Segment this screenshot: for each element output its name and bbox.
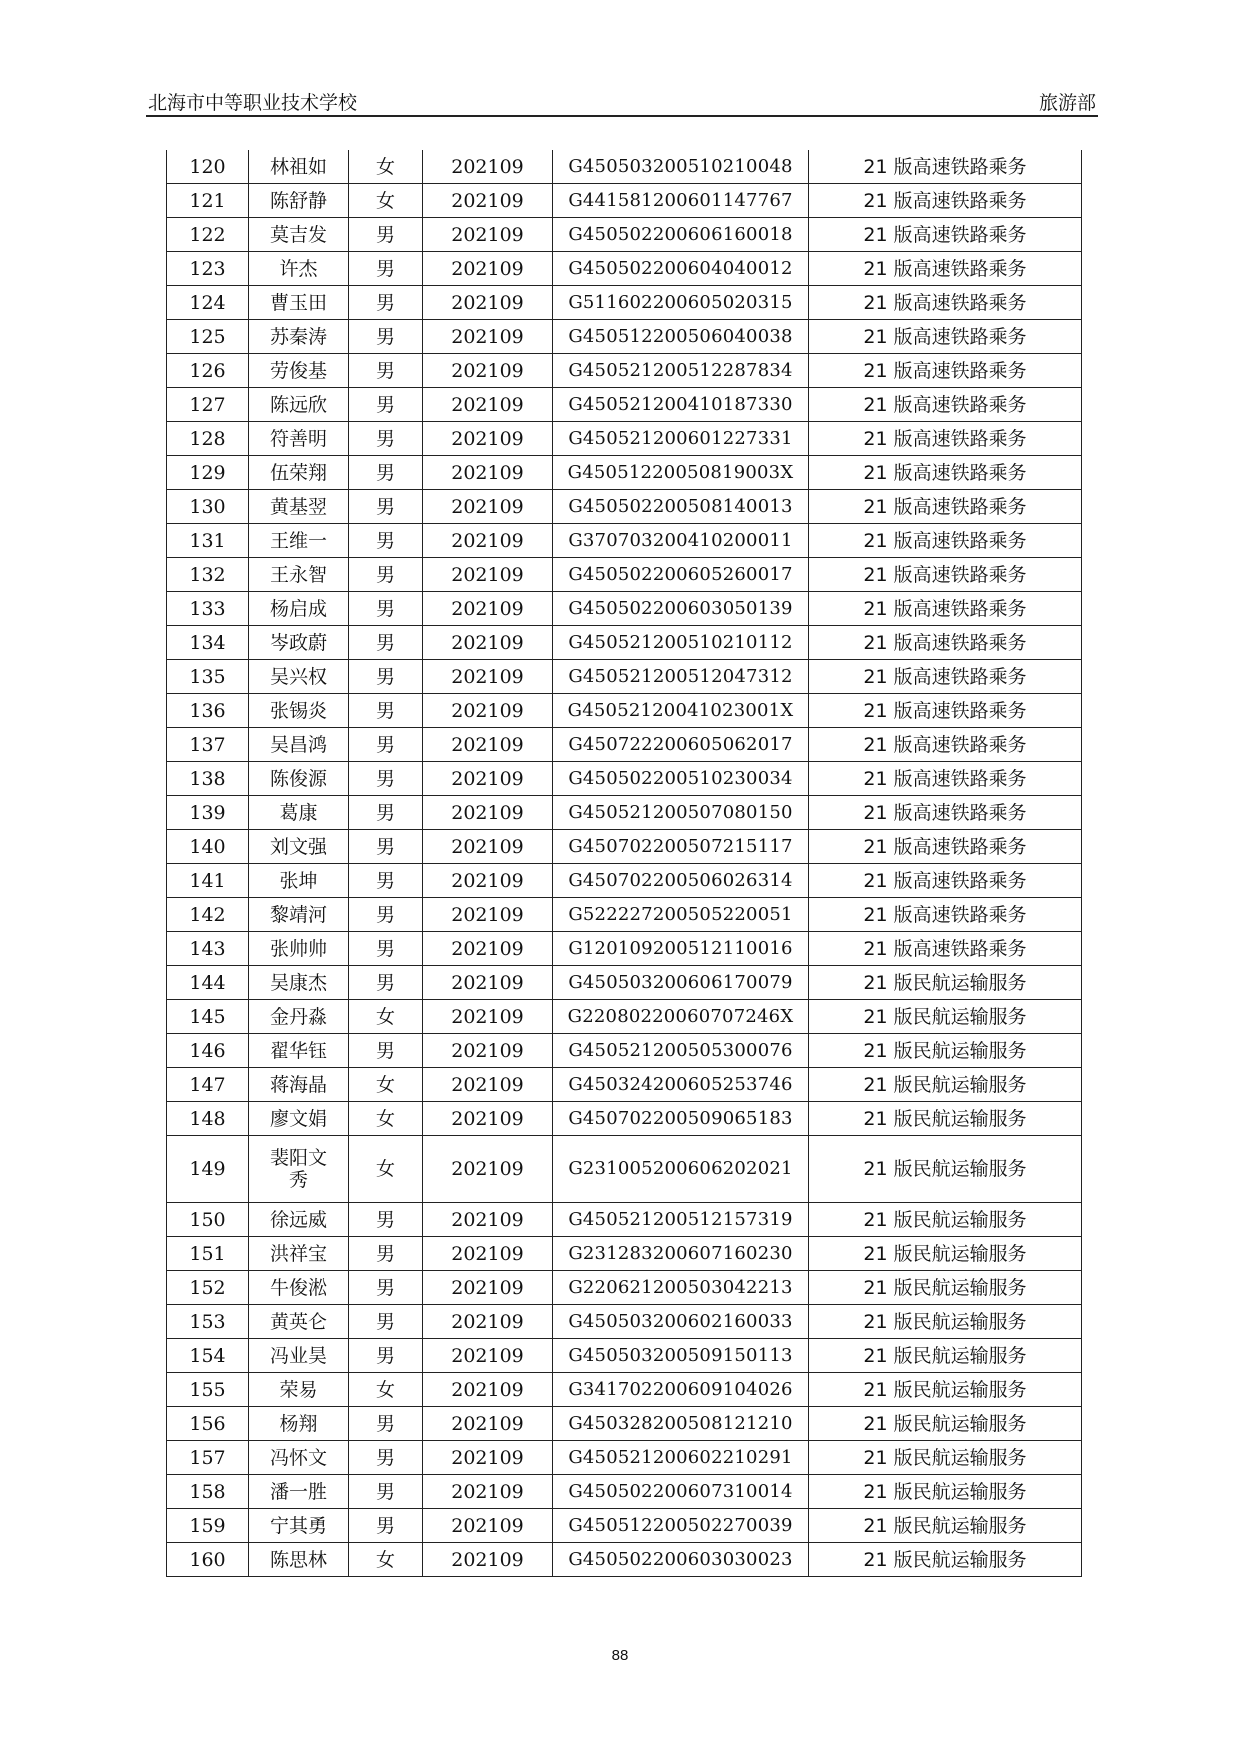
enrollment-year-cell: 202109: [423, 898, 553, 932]
student-table-body: [167, 150, 1082, 1577]
major-cell: 21 版民航运输服务: [809, 1543, 1082, 1577]
gender-cell: 男: [349, 1509, 423, 1543]
row-number-cell: 155: [167, 1373, 249, 1407]
student-name-cell: 曹玉田: [249, 286, 349, 320]
student-name-cell: 潘一胜: [249, 1475, 349, 1509]
major-cell: 21 版民航运输服务: [809, 1475, 1082, 1509]
student-name-cell: 苏秦涛: [249, 320, 349, 354]
student-id-cell: G450502200605260017: [553, 558, 809, 592]
student-id-cell: G450521200512047312: [553, 660, 809, 694]
major-cell: 21 版高速铁路乘务: [809, 694, 1082, 728]
major-cell: 21 版民航运输服务: [809, 1068, 1082, 1102]
student-name-cell: 洪祥宝: [249, 1237, 349, 1271]
student-name-cell: 莫吉发: [249, 218, 349, 252]
table-row: [167, 1339, 1082, 1373]
major-cell: 21 版民航运输服务: [809, 1339, 1082, 1373]
student-id-cell: G450521200510210112: [553, 626, 809, 660]
row-number-cell: 145: [167, 1000, 249, 1034]
student-id-cell: G45051220050819003X: [553, 456, 809, 490]
table-row: [167, 1068, 1082, 1102]
enrollment-year-cell: 202109: [423, 1373, 553, 1407]
gender-cell: 女: [349, 1136, 423, 1203]
gender-cell: 男: [349, 728, 423, 762]
major-cell: 21 版民航运输服务: [809, 1509, 1082, 1543]
student-id-cell: G45052120041023001X: [553, 694, 809, 728]
gender-cell: 男: [349, 252, 423, 286]
major-cell: 21 版高速铁路乘务: [809, 286, 1082, 320]
row-number-cell: 137: [167, 728, 249, 762]
student-name-cell: 葛康: [249, 796, 349, 830]
student-name-cell: 陈远欣: [249, 388, 349, 422]
student-id-cell: G450502200607310014: [553, 1475, 809, 1509]
gender-cell: 男: [349, 286, 423, 320]
table-row: [167, 966, 1082, 1000]
gender-cell: 男: [349, 1339, 423, 1373]
student-id-cell: G450702200506026314: [553, 864, 809, 898]
student-id-cell: G450502200603030023: [553, 1543, 809, 1577]
enrollment-year-cell: 202109: [423, 1102, 553, 1136]
table-row: [167, 1475, 1082, 1509]
enrollment-year-cell: 202109: [423, 1034, 553, 1068]
student-id-cell: G450702200507215117: [553, 830, 809, 864]
major-cell: 21 版高速铁路乘务: [809, 388, 1082, 422]
student-name-cell: 许杰: [249, 252, 349, 286]
row-number-cell: 142: [167, 898, 249, 932]
enrollment-year-cell: 202109: [423, 1136, 553, 1203]
enrollment-year-cell: 202109: [423, 1068, 553, 1102]
student-name-cell: 杨翔: [249, 1407, 349, 1441]
table-row: [167, 762, 1082, 796]
enrollment-year-cell: 202109: [423, 150, 553, 184]
row-number-cell: 135: [167, 660, 249, 694]
student-id-cell: G441581200601147767: [553, 184, 809, 218]
student-id-cell: G450502200508140013: [553, 490, 809, 524]
row-number-cell: 157: [167, 1441, 249, 1475]
student-name-cell: 黄基翌: [249, 490, 349, 524]
row-number-cell: 124: [167, 286, 249, 320]
row-number-cell: 127: [167, 388, 249, 422]
header-divider: [146, 115, 1098, 117]
gender-cell: 男: [349, 932, 423, 966]
gender-cell: 男: [349, 966, 423, 1000]
table-row: [167, 592, 1082, 626]
student-name-line: 裴阳文: [269, 1147, 327, 1169]
enrollment-year-cell: 202109: [423, 1271, 553, 1305]
row-number-cell: 130: [167, 490, 249, 524]
student-name-cell: 徐远威: [249, 1203, 349, 1237]
table-row: [167, 150, 1082, 184]
row-number-cell: 125: [167, 320, 249, 354]
row-number-cell: 146: [167, 1034, 249, 1068]
table-row: [167, 1407, 1082, 1441]
major-cell: 21 版高速铁路乘务: [809, 456, 1082, 490]
major-cell: 21 版高速铁路乘务: [809, 762, 1082, 796]
enrollment-year-cell: 202109: [423, 626, 553, 660]
enrollment-year-cell: 202109: [423, 422, 553, 456]
major-cell: 21 版高速铁路乘务: [809, 218, 1082, 252]
student-name-cell: 岑政蔚: [249, 626, 349, 660]
gender-cell: 男: [349, 1407, 423, 1441]
student-name-cell: 冯怀文: [249, 1441, 349, 1475]
student-id-cell: G450702200509065183: [553, 1102, 809, 1136]
student-name-cell: 杨启成: [249, 592, 349, 626]
enrollment-year-cell: 202109: [423, 456, 553, 490]
gender-cell: 女: [349, 1000, 423, 1034]
enrollment-year-cell: 202109: [423, 728, 553, 762]
row-number-cell: 129: [167, 456, 249, 490]
student-name-cell: 黎靖河: [249, 898, 349, 932]
student-name-cell: 张帅帅: [249, 932, 349, 966]
major-cell: 21 版民航运输服务: [809, 966, 1082, 1000]
major-cell: 21 版高速铁路乘务: [809, 354, 1082, 388]
student-name-cell: 陈思林: [249, 1543, 349, 1577]
row-number-cell: 148: [167, 1102, 249, 1136]
student-id-cell: G450521200601227331: [553, 422, 809, 456]
enrollment-year-cell: 202109: [423, 184, 553, 218]
student-id-cell: G450521200512287834: [553, 354, 809, 388]
enrollment-year-cell: 202109: [423, 694, 553, 728]
student-name-cell: [249, 1136, 349, 1203]
gender-cell: 男: [349, 1441, 423, 1475]
student-name-cell: 金丹淼: [249, 1000, 349, 1034]
school-name: 北海市中等职业技术学校: [148, 92, 358, 114]
row-number-cell: 138: [167, 762, 249, 796]
row-number-cell: 158: [167, 1475, 249, 1509]
gender-cell: 男: [349, 524, 423, 558]
row-number-cell: 159: [167, 1509, 249, 1543]
student-name-cell: 吴康杰: [249, 966, 349, 1000]
major-cell: 21 版高速铁路乘务: [809, 592, 1082, 626]
gender-cell: 男: [349, 1475, 423, 1509]
table-row: [167, 694, 1082, 728]
student-id-cell: G341702200609104026: [553, 1373, 809, 1407]
student-name-cell: 伍荣翔: [249, 456, 349, 490]
row-number-cell: 151: [167, 1237, 249, 1271]
student-name-cell: 林祖如: [249, 150, 349, 184]
gender-cell: 男: [349, 456, 423, 490]
gender-cell: 男: [349, 626, 423, 660]
enrollment-year-cell: 202109: [423, 524, 553, 558]
major-cell: 21 版民航运输服务: [809, 1441, 1082, 1475]
student-id-cell: G220621200503042213: [553, 1271, 809, 1305]
gender-cell: 男: [349, 762, 423, 796]
student-id-cell: G450521200507080150: [553, 796, 809, 830]
table-row: [167, 1102, 1082, 1136]
page-number: 88: [611, 1647, 629, 1664]
major-cell: 21 版高速铁路乘务: [809, 184, 1082, 218]
gender-cell: 女: [349, 1068, 423, 1102]
gender-cell: 女: [349, 1102, 423, 1136]
enrollment-year-cell: 202109: [423, 1509, 553, 1543]
row-number-cell: 120: [167, 150, 249, 184]
student-id-cell: G231283200607160230: [553, 1237, 809, 1271]
student-name-cell: 张锡炎: [249, 694, 349, 728]
row-number-cell: 121: [167, 184, 249, 218]
student-name-cell: 刘文强: [249, 830, 349, 864]
major-cell: 21 版高速铁路乘务: [809, 660, 1082, 694]
student-name-line: 秀: [288, 1169, 308, 1191]
student-name-cell: 黄英仑: [249, 1305, 349, 1339]
row-number-cell: 133: [167, 592, 249, 626]
row-number-cell: 123: [167, 252, 249, 286]
table-row: [167, 1509, 1082, 1543]
row-number-cell: 139: [167, 796, 249, 830]
student-name-cell: 翟华钰: [249, 1034, 349, 1068]
student-name-cell: 劳俊基: [249, 354, 349, 388]
enrollment-year-cell: 202109: [423, 252, 553, 286]
row-number-cell: 156: [167, 1407, 249, 1441]
enrollment-year-cell: 202109: [423, 592, 553, 626]
gender-cell: 男: [349, 1237, 423, 1271]
row-number-cell: 136: [167, 694, 249, 728]
gender-cell: 男: [349, 830, 423, 864]
student-name-cell: 王维一: [249, 524, 349, 558]
student-id-cell: G450512200506040038: [553, 320, 809, 354]
enrollment-year-cell: 202109: [423, 490, 553, 524]
table-row: [167, 728, 1082, 762]
row-number-cell: 153: [167, 1305, 249, 1339]
major-cell: 21 版民航运输服务: [809, 1136, 1082, 1203]
row-number-cell: 143: [167, 932, 249, 966]
student-id-cell: G120109200512110016: [553, 932, 809, 966]
enrollment-year-cell: 202109: [423, 1407, 553, 1441]
student-name-cell: 牛俊淞: [249, 1271, 349, 1305]
table-row: [167, 1543, 1082, 1577]
row-number-cell: 149: [167, 1136, 249, 1203]
student-id-cell: G450722200605062017: [553, 728, 809, 762]
student-name-cell: 张坤: [249, 864, 349, 898]
gender-cell: 女: [349, 184, 423, 218]
enrollment-year-cell: 202109: [423, 660, 553, 694]
row-number-cell: 126: [167, 354, 249, 388]
major-cell: 21 版高速铁路乘务: [809, 320, 1082, 354]
enrollment-year-cell: 202109: [423, 558, 553, 592]
major-cell: 21 版高速铁路乘务: [809, 524, 1082, 558]
major-cell: 21 版民航运输服务: [809, 1407, 1082, 1441]
student-name-cell: 冯业昊: [249, 1339, 349, 1373]
major-cell: 21 版高速铁路乘务: [809, 932, 1082, 966]
student-id-cell: G450503200509150113: [553, 1339, 809, 1373]
table-row: [167, 1034, 1082, 1068]
major-cell: 21 版高速铁路乘务: [809, 252, 1082, 286]
row-number-cell: 154: [167, 1339, 249, 1373]
table-row: [167, 252, 1082, 286]
student-id-cell: G450502200604040012: [553, 252, 809, 286]
table-row: [167, 796, 1082, 830]
student-name-cell: 吴昌鸿: [249, 728, 349, 762]
enrollment-year-cell: 202109: [423, 320, 553, 354]
table-row: [167, 422, 1082, 456]
table-row: [167, 1441, 1082, 1475]
major-cell: 21 版高速铁路乘务: [809, 796, 1082, 830]
major-cell: 21 版民航运输服务: [809, 1373, 1082, 1407]
row-number-cell: 122: [167, 218, 249, 252]
row-number-cell: 132: [167, 558, 249, 592]
major-cell: 21 版高速铁路乘务: [809, 422, 1082, 456]
student-id-cell: G450521200410187330: [553, 388, 809, 422]
gender-cell: 男: [349, 1034, 423, 1068]
gender-cell: 男: [349, 558, 423, 592]
student-name-cell: 陈俊源: [249, 762, 349, 796]
table-row: [167, 626, 1082, 660]
gender-cell: 女: [349, 150, 423, 184]
student-name-cell: 宁其勇: [249, 1509, 349, 1543]
enrollment-year-cell: 202109: [423, 1000, 553, 1034]
enrollment-year-cell: 202109: [423, 1203, 553, 1237]
student-name-cell: 廖文娟: [249, 1102, 349, 1136]
enrollment-year-cell: 202109: [423, 1339, 553, 1373]
table-row: [167, 830, 1082, 864]
gender-cell: 女: [349, 1543, 423, 1577]
gender-cell: 男: [349, 218, 423, 252]
student-id-cell: G22080220060707246X: [553, 1000, 809, 1034]
enrollment-year-cell: 202109: [423, 1237, 553, 1271]
gender-cell: 男: [349, 898, 423, 932]
major-cell: 21 版高速铁路乘务: [809, 626, 1082, 660]
student-id-cell: G370703200410200011: [553, 524, 809, 558]
major-cell: 21 版民航运输服务: [809, 1305, 1082, 1339]
major-cell: 21 版高速铁路乘务: [809, 728, 1082, 762]
enrollment-year-cell: 202109: [423, 388, 553, 422]
student-name-cell: 王永智: [249, 558, 349, 592]
table-row: [167, 898, 1082, 932]
table-row: [167, 1305, 1082, 1339]
student-id-cell: G450503200606170079: [553, 966, 809, 1000]
table-row: [167, 1136, 1082, 1203]
gender-cell: 男: [349, 422, 423, 456]
table-row: [167, 1203, 1082, 1237]
gender-cell: 男: [349, 796, 423, 830]
enrollment-year-cell: 202109: [423, 762, 553, 796]
table-row: [167, 354, 1082, 388]
major-cell: 21 版民航运输服务: [809, 1034, 1082, 1068]
student-id-cell: G450324200605253746: [553, 1068, 809, 1102]
gender-cell: 男: [349, 1271, 423, 1305]
row-number-cell: 144: [167, 966, 249, 1000]
department-name: 旅游部: [1038, 92, 1096, 114]
gender-cell: 男: [349, 694, 423, 728]
major-cell: 21 版民航运输服务: [809, 1102, 1082, 1136]
row-number-cell: 150: [167, 1203, 249, 1237]
student-name-cell: 陈舒静: [249, 184, 349, 218]
student-id-cell: G450512200502270039: [553, 1509, 809, 1543]
table-row: [167, 864, 1082, 898]
table-row: [167, 218, 1082, 252]
gender-cell: 男: [349, 320, 423, 354]
student-id-cell: G450502200606160018: [553, 218, 809, 252]
gender-cell: 男: [349, 388, 423, 422]
enrollment-year-cell: 202109: [423, 830, 553, 864]
table-row: [167, 1373, 1082, 1407]
student-name-cell: 荣易: [249, 1373, 349, 1407]
major-cell: 21 版高速铁路乘务: [809, 558, 1082, 592]
enrollment-year-cell: 202109: [423, 1305, 553, 1339]
major-cell: 21 版高速铁路乘务: [809, 150, 1082, 184]
enrollment-year-cell: 202109: [423, 1543, 553, 1577]
gender-cell: 男: [349, 592, 423, 626]
enrollment-year-cell: 202109: [423, 1475, 553, 1509]
major-cell: 21 版高速铁路乘务: [809, 830, 1082, 864]
table-row: [167, 184, 1082, 218]
student-id-cell: G450521200512157319: [553, 1203, 809, 1237]
major-cell: 21 版民航运输服务: [809, 1271, 1082, 1305]
table-row: [167, 1237, 1082, 1271]
table-row: [167, 1000, 1082, 1034]
enrollment-year-cell: 202109: [423, 1441, 553, 1475]
major-cell: 21 版高速铁路乘务: [809, 490, 1082, 524]
gender-cell: 男: [349, 1203, 423, 1237]
gender-cell: 男: [349, 1305, 423, 1339]
enrollment-year-cell: 202109: [423, 354, 553, 388]
enrollment-year-cell: 202109: [423, 796, 553, 830]
major-cell: 21 版民航运输服务: [809, 1203, 1082, 1237]
gender-cell: 男: [349, 490, 423, 524]
row-number-cell: 147: [167, 1068, 249, 1102]
row-number-cell: 141: [167, 864, 249, 898]
table-row: [167, 660, 1082, 694]
row-number-cell: 128: [167, 422, 249, 456]
major-cell: 21 版民航运输服务: [809, 1000, 1082, 1034]
major-cell: 21 版高速铁路乘务: [809, 898, 1082, 932]
row-number-cell: 134: [167, 626, 249, 660]
row-number-cell: 131: [167, 524, 249, 558]
student-id-cell: G450503200602160033: [553, 1305, 809, 1339]
table-row: [167, 524, 1082, 558]
student-id-cell: G231005200606202021: [553, 1136, 809, 1203]
gender-cell: 男: [349, 660, 423, 694]
table-row: [167, 932, 1082, 966]
enrollment-year-cell: 202109: [423, 966, 553, 1000]
enrollment-year-cell: 202109: [423, 864, 553, 898]
row-number-cell: 152: [167, 1271, 249, 1305]
enrollment-year-cell: 202109: [423, 286, 553, 320]
gender-cell: 男: [349, 354, 423, 388]
table-row: [167, 456, 1082, 490]
student-id-cell: G450328200508121210: [553, 1407, 809, 1441]
table-row: [167, 320, 1082, 354]
student-id-cell: G450502200510230034: [553, 762, 809, 796]
student-table: [166, 150, 1082, 1577]
student-id-cell: G450521200602210291: [553, 1441, 809, 1475]
major-cell: 21 版民航运输服务: [809, 1237, 1082, 1271]
enrollment-year-cell: 202109: [423, 218, 553, 252]
table-row: [167, 388, 1082, 422]
row-number-cell: 140: [167, 830, 249, 864]
student-name-cell: 符善明: [249, 422, 349, 456]
student-id-cell: G450502200603050139: [553, 592, 809, 626]
enrollment-year-cell: 202109: [423, 932, 553, 966]
student-name-cell: 蒋海晶: [249, 1068, 349, 1102]
row-number-cell: 160: [167, 1543, 249, 1577]
student-id-cell: G450521200505300076: [553, 1034, 809, 1068]
table-row: [167, 286, 1082, 320]
student-id-cell: G511602200605020315: [553, 286, 809, 320]
table-row: [167, 1271, 1082, 1305]
gender-cell: 女: [349, 1373, 423, 1407]
gender-cell: 男: [349, 864, 423, 898]
student-id-cell: G450503200510210048: [553, 150, 809, 184]
major-cell: 21 版高速铁路乘务: [809, 864, 1082, 898]
table-row: [167, 490, 1082, 524]
table-row: [167, 558, 1082, 592]
student-id-cell: G522227200505220051: [553, 898, 809, 932]
student-name-cell: 吴兴权: [249, 660, 349, 694]
